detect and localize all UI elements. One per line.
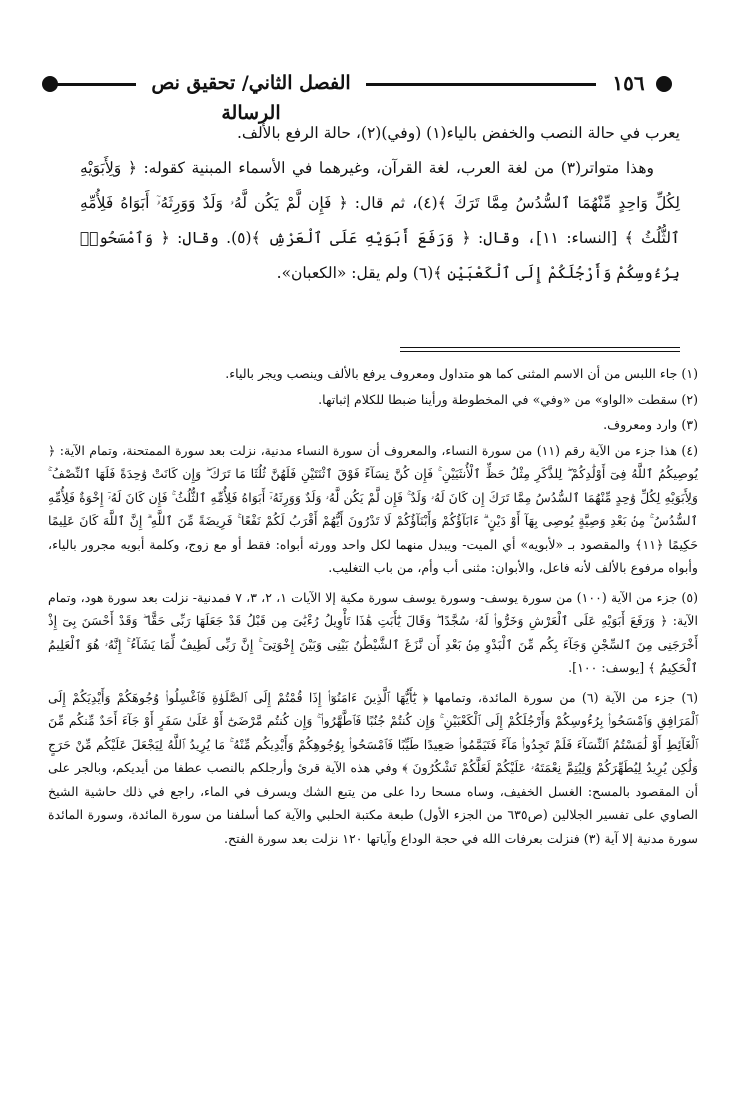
footnote-5: (٥) جزء من الآية (١٠٠) من سورة يوسف- وسورة يوسف سورة مكية إلا الآيات ١، ٢، ٣، ٧ فمدنية- نزلت بعد سورة هود، وتمام الآية: ﴿ وَرَفَعَ أَبَوَيْهِ عَلَى ٱلْعَرْشِ وَخَرُّوا۟ لَهُۥ سُجَّدًا ۖ وَقَالَ يَٰٓأَبَتِ هَٰذَا تَأْوِيلُ رُءْيَٰىَ مِن قَبْلُ قَدْ جَعَلَهَا رَبِّى حَقًّا ۖ وَقَدْ أَحْسَنَ بِىٓ إِذْ أَخْرَجَنِى مِنَ ٱلسِّجْنِ وَجَآءَ بِكُم مِّنَ ٱلْبَدْوِ مِنۢ بَعْدِ أَن نَّزَغَ ٱلشَّيْطَٰنُ بَيْنِى وَبَيْنَ إِخْوَتِىٓ ۚ إِنَّ رَبِّى لَطِيفٌ لِّمَا يَشَآءُ ۚ إِنَّهُۥ هُوَ ٱلْعَلِيمُ ٱلْحَكِيمُ ﴾ [يوسف: ١٠٠]. xyxy=(48,589,698,675)
footnotes xyxy=(48,362,698,852)
footnote-1: (١) جاء اللبس من أن الاسم المثنى كما هو متداول ومعروف يرفع بالألف وينصب ويجر بالياء. xyxy=(225,366,698,381)
header-rule-left xyxy=(56,83,136,86)
footnote-3: (٣) وارد ومعروف. xyxy=(603,417,698,432)
main-text xyxy=(80,116,680,291)
footnote-2: (٢) سقطت «الواو» من «وفي» في المخطوطة ورأينا ضبطا للكلام إثباتها. xyxy=(318,391,698,407)
page-number: ١٥٦ xyxy=(612,71,645,95)
body-paragraph-1: يعرب في حالة النصب والخفض بالياء(١) (وفي)(٢)، حالة الرفع بالألف. xyxy=(236,124,680,142)
footnote-6: (٦) جزء من الآية (٦) من سورة المائدة، وتمامها ﴿ يَٰٓأَيُّهَا ٱلَّذِينَ ءَامَنُوٓا۟ إِذَا قُمْتُمْ إِلَى ٱلصَّلَوٰةِ فَٱغْسِلُوا۟ وُجُوهَكُمْ وَأَيْدِيَكُمْ إِلَى ٱلْمَرَافِقِ وَٱمْسَحُوا۟ بِرُءُوسِكُمْ وَأَرْجُلَكُمْ إِلَى ٱلْكَعْبَيْنِ ۚ وَإِن كُنتُمْ جُنُبًا فَٱطَّهَّرُوا۟ ۚ وَإِن كُنتُم مَّرْضَىٰٓ أَوْ عَلَىٰ سَفَرٍ أَوْ جَآءَ أَحَدٌ مِّنكُم مِّنَ ٱلْغَآئِطِ أَوْ لَٰمَسْتُمُ ٱلنِّسَآءَ فَلَمْ تَجِدُوا۟ مَآءً فَتَيَمَّمُوا۟ صَعِيدًا طَيِّبًا فَٱمْسَحُوا۟ بِوُجُوهِكُمْ وَأَيْدِيكُم مِّنْهُ ۚ مَا يُرِيدُ ٱللَّهُ لِيَجْعَلَ عَلَيْكُم مِّنْ حَرَجٍ وَلَٰكِن يُرِيدُ لِيُطَهِّرَكُمْ وَلِيُتِمَّ نِعْمَتَهُۥ عَلَيْكُمْ لَعَلَّكُمْ تَشْكُرُونَ ﴾ وفي هذه الآية قرئ وأرجلكم بالنصب عطفا من أيديكم، وبالجر على أن المقصود بالمسح: الغسل الخفيف، وساه مسحا ردا على من يتبع الشك ويسرف في الماء، راجع في ذلك حاشية الشيخ الصاوي على تفسير الجلالين (ص٦٣٥ من الجزء الأول) طبعة مكتبة الحلبي والآية كما أسلفنا من سورة المائدة، وسورة المائدة سورة مدنية إلا آية (٣) فنزلت بعرفات الله في حجة الوداع وآياتها ١٢٠ نزلت بعد سورة الفتح. xyxy=(48,689,698,846)
header-rule-right xyxy=(366,83,596,86)
running-header xyxy=(36,68,666,124)
footnote-4: (٤) هذا جزء من الآية رقم (١١) من سورة النساء، والمعروف أن سورة النساء مدنية، نزلت بعد سورة الممتحنة، وتمام الآية: ﴿ يُوصِيكُمُ ٱللَّهُ فِىٓ أَوْلَٰدِكُمْ ۖ لِلذَّكَرِ مِثْلُ حَظِّ ٱلْأُنثَيَيْنِ ۚ فَإِن كُنَّ نِسَآءً فَوْقَ ٱثْنَتَيْنِ فَلَهُنَّ ثُلُثَا مَا تَرَكَ ۖ وَإِن كَانَتْ وَٰحِدَةً فَلَهَا ٱلنِّصْفُ ۚ وَلِأَبَوَيْهِ لِكُلِّ وَٰحِدٍ مِّنْهُمَا ٱلسُّدُسُ مِمَّا تَرَكَ إِن كَانَ لَهُۥ وَلَدٌ ۚ فَإِن لَّمْ يَكُن لَّهُۥ وَلَدٌ وَوَرِثَهُۥٓ أَبَوَاهُ فَلِأُمِّهِ ٱلثُّلُثُ ۚ فَإِن كَانَ لَهُۥٓ إِخْوَةٌ فَلِأُمِّهِ ٱلسُّدُسُ ۚ مِنۢ بَعْدِ وَصِيَّةٍ يُوصِى بِهَآ أَوْ دَيْنٍ ۗ ءَابَآؤُكُمْ وَأَبْنَآؤُكُمْ لَا تَدْرُونَ أَيُّهُمْ أَقْرَبُ لَكُمْ نَفْعًا ۚ فَرِيضَةً مِّنَ ٱللَّهِ ۗ إِنَّ ٱللَّهَ كَانَ عَلِيمًا حَكِيمًا ﴿١١﴾ والمقصود بـ «لأبويه» أي الميت- ويبدل منهما لكل واحد وورثه أبواه: فقط أو مع زوج، وكلمة أبويه مجرور بالياء، وأبواه مرفوع بالألف لأنه فاعل، والأبوان: مثنى أب وأم، من باب التغليب. xyxy=(48,442,698,575)
footnote-separator xyxy=(400,347,680,352)
header-ornament-right xyxy=(656,76,672,92)
body-paragraph-2: وهذا متواتر(٣) من لغة العرب، لغة القرآن، وغيرهما في الأسماء المبنية كقوله: ﴿ وَلِأَبَوَيْهِ لِكُلِّ وَاحِدٍ مِّنْهُمَا ٱلسُّدُسُ مِمَّا تَرَكَ ﴾(٤)، ثم قال: ﴿ فَإِن لَّمْ يَكُن لَّهُۥ وَلَدٌ وَوَرِثَهُۥٓ أَبَوَاهُ فَلِأُمِّهِ ٱلثُّلُثُ ﴾ [النساء: ١١]، وقال: ﴿ وَرَفَعَ أَبَوَيْهِ عَلَى ٱلْعَرْشِ ﴾(٥). وقال: ﴿ وَٱمْسَحُوا۟ بِرُءُوسِكُمْ وَأَرْجُلَكُمْ إِلَى ٱلْكَعْبَيْنِ ﴾(٦) ولم يقل: «الكعبان». xyxy=(80,159,681,282)
chapter-title: الفصل الثاني/ تحقيق نص الرسالة xyxy=(151,72,351,124)
